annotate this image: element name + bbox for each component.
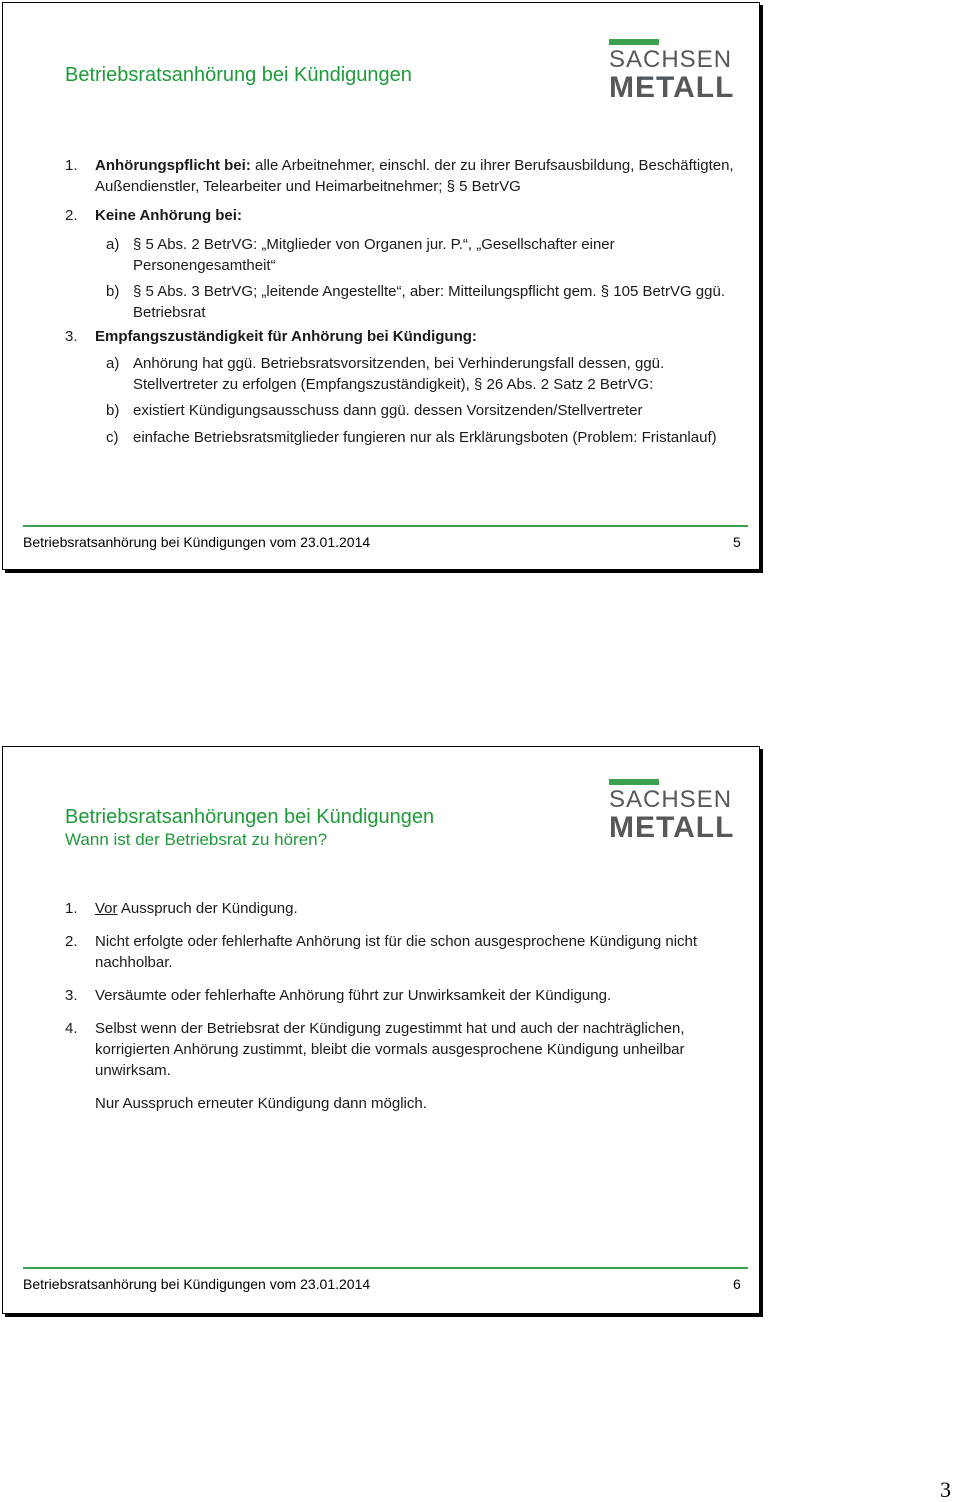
item-number: 2. bbox=[65, 933, 78, 950]
item-number: 1. bbox=[65, 157, 78, 174]
sub-item-text: Anhörung hat ggü. Betriebsratsvorsitzenden, bei Verhinderungsfall dessen, ggü. Stellvertreter zu erfolgen (Empfangszuständigkeit), § 26 Abs. 2 Satz 2 BetrVG: bbox=[133, 355, 665, 393]
footer-divider bbox=[23, 1267, 748, 1269]
item-heading: Keine Anhörung bei: bbox=[95, 207, 242, 224]
item-text: Selbst wenn der Betriebsrat der Kündigung zugestimmt hat und auch der nachträglichen, korrigierten Anhörung zustimmt, bleibt die vormals ausgesprochene Kündigung unheilbar unwirksam. bbox=[95, 1020, 685, 1079]
footer-text: Betriebsratsanhörung bei Kündigungen vom 23.01.2014 bbox=[23, 1276, 371, 1292]
item-number: 3. bbox=[65, 987, 78, 1004]
sub-item-letter: a) bbox=[106, 355, 120, 372]
sub-item-text: existiert Kündigungsausschuss dann ggü. dessen Vorsitzenden/Stellvertreter bbox=[133, 402, 643, 419]
slide-body bbox=[65, 898, 735, 1114]
item-text: alle Arbeitnehmer, einschl. der zu ihrer Berufsausbildung, Beschäftigten, Außendienstler, Telearbeiter und Heimarbeitnehmer; § 5 BetrVG bbox=[95, 157, 734, 195]
item-number: 2. bbox=[65, 207, 78, 224]
sub-item-letter: a) bbox=[106, 236, 120, 253]
logo-line1: SACHSEN bbox=[609, 46, 733, 73]
sachsen-metall-logo bbox=[609, 779, 735, 849]
sub-item-letter: b) bbox=[106, 402, 120, 419]
item-text: Nicht erfolgte oder fehlerhafte Anhörung ist für die schon ausgesprochene Kündigung nicht nachholbar. bbox=[95, 933, 698, 971]
item-number: 4. bbox=[65, 1020, 78, 1037]
list-item bbox=[65, 326, 735, 347]
list-item bbox=[65, 898, 735, 919]
item-text: Ausspruch der Kündigung. bbox=[117, 900, 298, 917]
item-underlined: Vor bbox=[95, 900, 118, 917]
sub-item bbox=[65, 234, 735, 276]
logo-line2: METALL bbox=[609, 811, 735, 844]
logo-line1: SACHSEN bbox=[609, 786, 733, 813]
item-text: Versäumte oder fehlerhafte Anhörung führt zur Unwirksamkeit der Kündigung. bbox=[95, 987, 612, 1004]
logo-line2: METALL bbox=[609, 71, 735, 104]
footer-divider bbox=[23, 525, 748, 527]
list-item bbox=[65, 985, 735, 1006]
sub-item bbox=[65, 400, 735, 421]
slide-number: 5 bbox=[733, 534, 741, 550]
footer-text: Betriebsratsanhörung bei Kündigungen vom 23.01.2014 bbox=[23, 534, 371, 550]
item-number: 1. bbox=[65, 900, 78, 917]
list-item bbox=[65, 155, 735, 197]
note bbox=[65, 1093, 735, 1114]
slide-body bbox=[65, 155, 735, 448]
list-item bbox=[65, 205, 735, 226]
sub-item bbox=[65, 427, 735, 448]
sub-item bbox=[65, 353, 735, 395]
logo-bar bbox=[609, 779, 659, 785]
note-text: Nur Ausspruch erneuter Kündigung dann möglich. bbox=[95, 1095, 427, 1112]
item-number: 3. bbox=[65, 328, 78, 345]
list-item bbox=[65, 931, 735, 973]
slide-title: Betriebsratsanhörung bei Kündigungen bbox=[65, 64, 412, 86]
sub-item-letter: c) bbox=[106, 429, 119, 446]
sub-item-letter: b) bbox=[106, 283, 120, 300]
sub-item bbox=[65, 281, 735, 323]
slide-6 bbox=[2, 746, 760, 1314]
slide-number: 6 bbox=[733, 1276, 741, 1292]
slide-title: Betriebsratsanhörungen bei Kündigungen bbox=[65, 806, 435, 828]
document-page-number: 3 bbox=[940, 1477, 951, 1502]
slide-subtitle: Wann ist der Betriebsrat zu hören? bbox=[65, 830, 328, 849]
sub-item-text: einfache Betriebsratsmitglieder fungieren nur als Erklärungsboten (Problem: Fristanlauf) bbox=[133, 429, 717, 446]
item-heading: Empfangszuständigkeit für Anhörung bei Kündigung: bbox=[95, 328, 477, 345]
sachsen-metall-logo bbox=[609, 39, 735, 109]
sub-item-text: § 5 Abs. 3 BetrVG; „leitende Angestellte“, aber: Mitteilungspflicht gem. § 105 BetrVG ggü. Betriebsrat bbox=[133, 283, 725, 321]
slide-5 bbox=[2, 2, 760, 570]
logo-bar bbox=[609, 39, 659, 45]
list-item bbox=[65, 1018, 735, 1081]
sub-item-text: § 5 Abs. 2 BetrVG: „Mitglieder von Organen jur. P.“, „Gesellschafter einer Personengesamtheit“ bbox=[133, 236, 615, 274]
item-heading: Anhörungspflicht bei: bbox=[95, 157, 251, 174]
